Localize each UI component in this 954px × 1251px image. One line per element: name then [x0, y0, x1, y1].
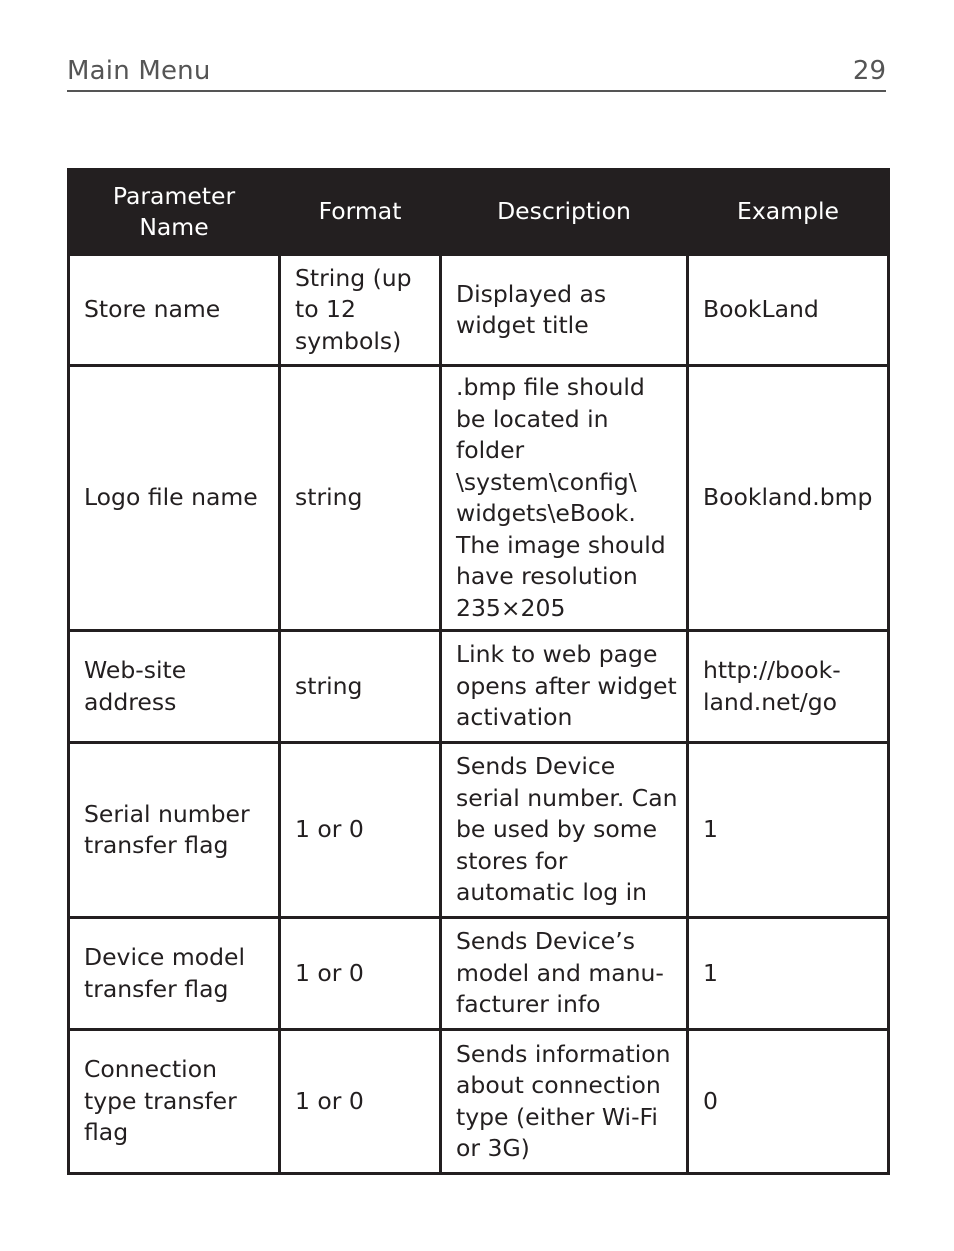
cell-example: 1	[688, 918, 889, 1030]
parameters-table	[67, 168, 890, 1175]
cell-format: 1 or 0	[280, 1030, 441, 1174]
cell-parameter-name: Connection type transfer flag	[69, 1030, 280, 1174]
cell-parameter-name: Logo file name	[69, 366, 280, 631]
table-row	[69, 743, 889, 918]
column-header-format: Format	[280, 170, 441, 255]
cell-example: 0	[688, 1030, 889, 1174]
cell-format: 1 or 0	[280, 743, 441, 918]
cell-parameter-name: Serial number transfer flag	[69, 743, 280, 918]
table-row	[69, 366, 889, 631]
table-row	[69, 255, 889, 366]
cell-example: BookLand	[688, 255, 889, 366]
cell-description: Sends Device serial number. Can be used by some stores for automatic log in	[441, 743, 688, 918]
cell-parameter-name: Device model transfer flag	[69, 918, 280, 1030]
section-title: Main Menu	[67, 56, 211, 86]
cell-description: .bmp file should be located in folder \system\config\ widgets\eBook. The image should have resolution 235×205	[441, 366, 688, 631]
column-header-description: Description	[441, 170, 688, 255]
cell-example: 1	[688, 743, 889, 918]
cell-format: 1 or 0	[280, 918, 441, 1030]
table-body	[69, 255, 889, 1174]
cell-description: Displayed as widget title	[441, 255, 688, 366]
cell-example: Bookland.bmp	[688, 366, 889, 631]
page-header	[67, 52, 886, 92]
table-row	[69, 1030, 889, 1174]
cell-format: String (up to 12 symbols)	[280, 255, 441, 366]
cell-format: string	[280, 366, 441, 631]
page-number: 29	[852, 56, 886, 86]
column-header-parameter-name: Parameter Name	[69, 170, 280, 255]
cell-parameter-name: Web-site address	[69, 631, 280, 743]
cell-example: http://book-land.net/go	[688, 631, 889, 743]
table-row	[69, 631, 889, 743]
table-row	[69, 918, 889, 1030]
table-header	[69, 170, 889, 255]
cell-format: string	[280, 631, 441, 743]
column-header-example: Example	[688, 170, 889, 255]
cell-parameter-name: Store name	[69, 255, 280, 366]
cell-description: Sends information about connection type (either Wi-Fi or 3G)	[441, 1030, 688, 1174]
cell-description: Sends Device’s model and manu-facturer info	[441, 918, 688, 1030]
cell-description: Link to web page opens after widget activation	[441, 631, 688, 743]
table-header-row	[69, 170, 889, 255]
